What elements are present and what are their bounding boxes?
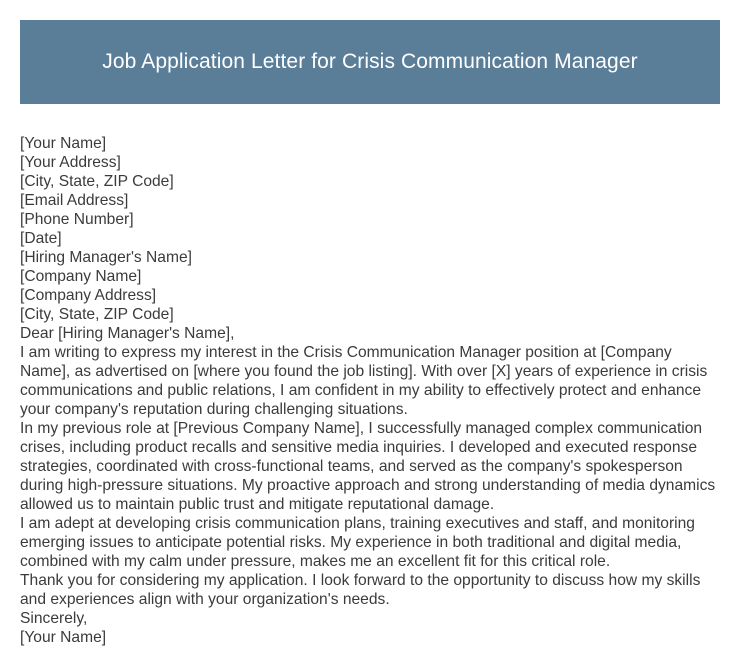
closing: Sincerely, bbox=[20, 610, 88, 627]
letter-date: [Date] bbox=[20, 230, 62, 247]
sender-phone: [Phone Number] bbox=[20, 211, 134, 228]
salutation: Dear [Hiring Manager's Name], bbox=[20, 325, 235, 342]
recipient-city-state-zip: [City, State, ZIP Code] bbox=[20, 306, 174, 323]
signature-name: [Your Name] bbox=[20, 629, 107, 646]
recipient-company-address: [Company Address] bbox=[20, 287, 157, 304]
sender-email: [Email Address] bbox=[20, 192, 129, 209]
sender-name: [Your Name] bbox=[20, 135, 107, 152]
sender-address: [Your Address] bbox=[20, 154, 121, 171]
recipient-company-name: [Company Name] bbox=[20, 268, 142, 285]
paragraph-experience: In my previous role at [Previous Company Name], I successfully managed complex communication crises, including product recalls and sensitive media inquiries. I developed and executed response strategies, coordinated with cross-functional teams, and served as the company's spokesperson during high-pressure situations. My proactive approach and strong understanding of media dynamics allowed us to maintain public trust and mitigate reputational damage. bbox=[20, 420, 716, 513]
recipient-hiring-manager: [Hiring Manager's Name] bbox=[20, 249, 192, 266]
paragraph-thanks: Thank you for considering my application. I look forward to the opportunity to discuss how my skills and experiences align with your organization's needs. bbox=[20, 572, 701, 608]
page-title: Job Application Letter for Crisis Communication Manager bbox=[102, 50, 638, 73]
letter-body bbox=[20, 134, 722, 647]
sender-city-state-zip: [City, State, ZIP Code] bbox=[20, 173, 174, 190]
paragraph-skills: I am adept at developing crisis communication plans, training executives and staff, and monitoring emerging issues to anticipate potential risks. My experience in both traditional and digital media, combined with my calm under pressure, makes me an excellent fit for this critical role. bbox=[20, 515, 695, 570]
paragraph-intro: I am writing to express my interest in the Crisis Communication Manager position at [Company Name], as advertised on [where you found the job listing]. With over [X] years of experience in crisis communications and public relations, I am confident in my ability to effectively protect and enhance your company's reputation during challenging situations. bbox=[20, 344, 708, 418]
header-banner bbox=[20, 20, 720, 104]
